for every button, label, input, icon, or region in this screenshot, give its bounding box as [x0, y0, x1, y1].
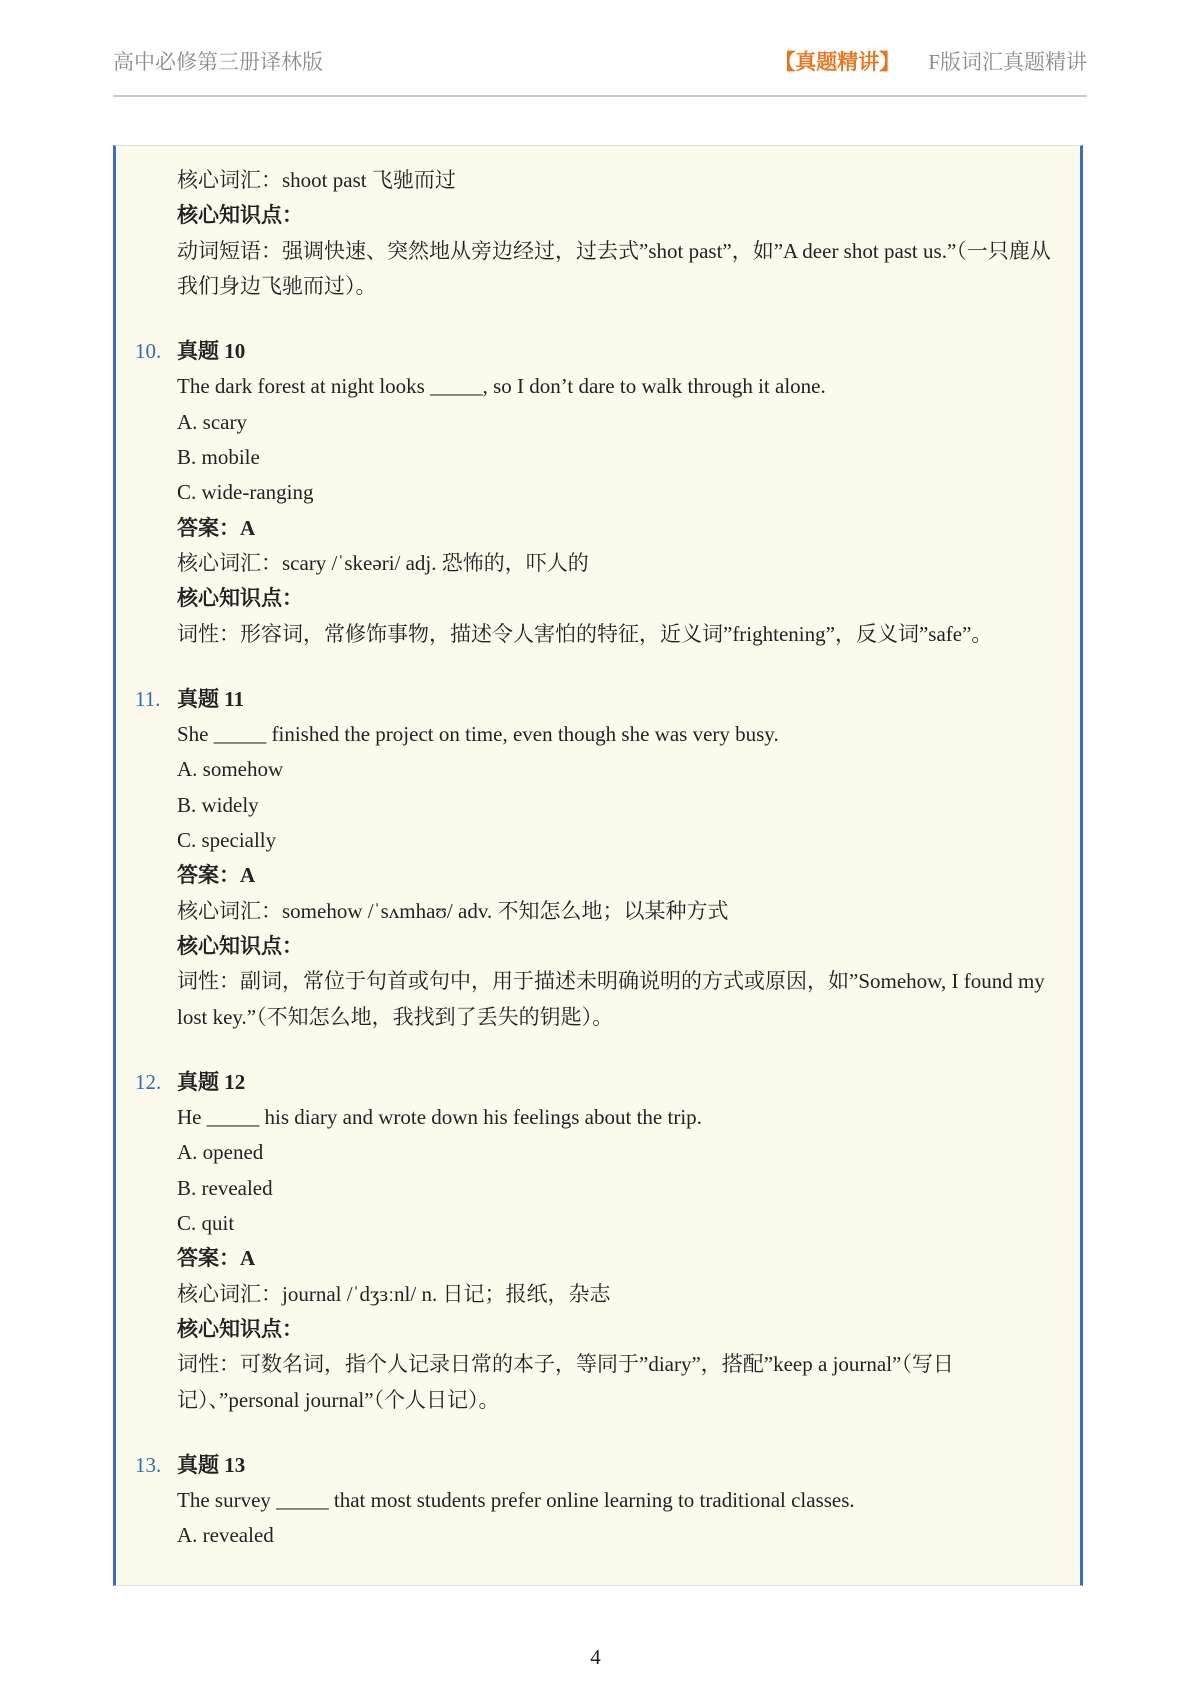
header-right — [774, 46, 1087, 76]
question-list — [130, 163, 1060, 1554]
answer: 答案：A — [177, 515, 256, 540]
intro-kp-label: 核心知识点： — [177, 203, 303, 228]
kp-text: 词性：副词，常位于句首或句中，用于描述未明确说明的方式或原因，如”Somehow, I found my lost key.”（不知怎么地，我找到了丢失的钥匙）。 — [177, 969, 1045, 1029]
question-number: 13. — [135, 1452, 162, 1477]
header-subtitle: F版词汇真题精讲 — [928, 50, 1087, 74]
question-stem: She _____ finished the project on time, even though she was very busy. — [177, 722, 779, 747]
option: A. opened — [177, 1140, 264, 1165]
core-vocab: 核心词汇：somehow /ˈsʌmhaʊ/ adv. 不知怎么地；以某种方式 — [177, 898, 729, 923]
question-stem: The dark forest at night looks _____, so I don’t dare to walk through it alone. — [177, 374, 826, 399]
question-title: 真题 12 — [177, 1069, 246, 1094]
question-number: 10. — [135, 339, 162, 364]
header-divider — [113, 95, 1087, 97]
page-number: 4 — [590, 1645, 601, 1669]
kp-label: 核心知识点： — [177, 1316, 303, 1341]
question-item — [130, 1065, 1060, 1418]
kp-text: 词性：形容词，常修饰事物，描述令人害怕的特征，近义词”frightening”，反义词”safe”。 — [177, 621, 993, 646]
question-item — [130, 682, 1060, 1035]
option: B. mobile — [177, 445, 260, 470]
question-number: 12. — [135, 1069, 162, 1094]
option: B. revealed — [177, 1175, 273, 1200]
header-brand: 【真题精讲】 — [774, 50, 901, 74]
option: A. revealed — [177, 1523, 274, 1548]
kp-label: 核心知识点： — [177, 586, 303, 611]
option: C. quit — [177, 1211, 235, 1236]
question-item — [130, 1448, 1060, 1554]
question-title: 真题 11 — [177, 686, 245, 711]
question-stem: The survey _____ that most students prefer online learning to traditional classes. — [177, 1488, 855, 1513]
core-vocab: 核心词汇：journal /ˈdʒɜːnl/ n. 日记；报纸，杂志 — [177, 1281, 611, 1306]
intro-kp: 动词短语：强调快速、突然地从旁边经过，过去式”shot past”，如”A deer shot past us.”（一只鹿从我们身边飞驰而过）。 — [177, 238, 1051, 298]
option: B. widely — [177, 792, 259, 817]
question-number: 11. — [135, 686, 161, 711]
header-title: 高中必修第三册译林版 — [113, 50, 323, 74]
answer: 答案：A — [177, 863, 256, 888]
kp-label: 核心知识点： — [177, 933, 303, 958]
option: C. specially — [177, 828, 277, 853]
question-title: 真题 10 — [177, 339, 246, 364]
option: A. scary — [177, 409, 247, 434]
answer: 答案：A — [177, 1246, 256, 1271]
question-title: 真题 13 — [177, 1452, 246, 1477]
kp-text: 词性：可数名词，指个人记录日常的本子，等同于”diary”，搭配”keep a journal”（写日记）、”personal journal”（个人日记）。 — [177, 1352, 954, 1412]
intro-vocab: 核心词汇：shoot past 飞驰而过 — [177, 168, 456, 192]
option: C. wide-ranging — [177, 480, 314, 505]
question-item — [130, 334, 1060, 652]
core-vocab: 核心词汇：scary /ˈskeəri/ adj. 恐怖的，吓人的 — [177, 550, 589, 575]
option: A. somehow — [177, 757, 284, 782]
question-stem: He _____ his diary and wrote down his feelings about the trip. — [177, 1105, 702, 1130]
